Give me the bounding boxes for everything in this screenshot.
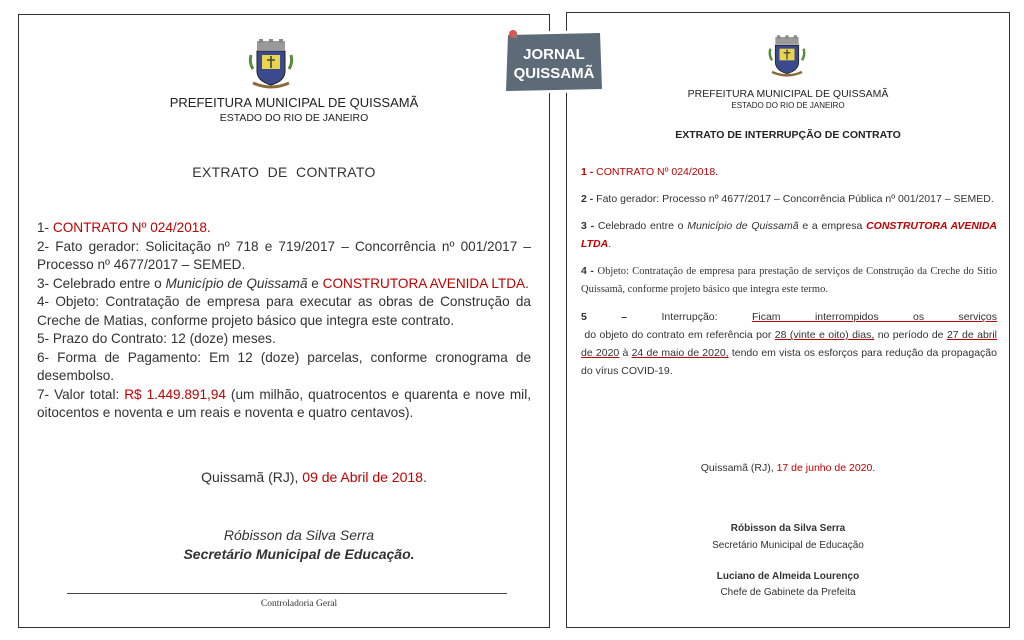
- footer-divider: [67, 593, 507, 594]
- item-5: 5 – Interrupção: Ficam interrompidos os serviços do objeto do contrato em referência por 28 (vinte e oito) dias, no período de 27 de abril de 2020 à 24 de maio de 2020, tendo em vista os esforços para redução da propagação do vírus COVID-19.: [581, 311, 998, 377]
- item-4: 4 - Objeto: Contratação de empresa para prestação de serviços de Construção da Creche do Sítio Quissamã, conforme projeto básico que integra este termo.: [581, 265, 997, 295]
- footer-text: Controladoria Geral: [260, 599, 338, 609]
- org-subtitle: ESTADO DO RIO DE JANEIRO: [731, 101, 845, 110]
- org-subtitle: ESTADO DO RIO DE JANEIRO: [219, 112, 369, 124]
- item-4: 4- Objeto: Contratação de empresa para executar as obras de Construção da Creche de Matias, conforme projeto básico que integra este contrato.: [37, 294, 531, 328]
- company-name: CONSTRUTORA AVENIDA LTDA: [581, 220, 997, 250]
- contract-items: [37, 219, 531, 423]
- contract-number: CONTRATO Nº 024/2018.: [596, 166, 719, 178]
- item-3: 3 - Celebrado entre o Município de Quissamã e a empresa CONSTRUTORA AVENIDA LTDA.: [581, 220, 997, 250]
- municipal-coat-of-arms-icon: [767, 35, 807, 79]
- item-2: 2- Fato gerador: Solicitação nº 718 e 719/2017 – Concorrência nº 001/2017 – Processo nº 4677/2017 – SEMED.: [37, 238, 531, 272]
- item-1: 1 - CONTRATO Nº 024/2018.: [581, 166, 719, 178]
- jornal-quissama-logo: [499, 26, 608, 98]
- org-title: PREFEITURA MUNICIPAL DE QUISSAMÃ: [169, 95, 419, 110]
- place-and-date: Quissamã (RJ), 17 de junho de 2020.: [700, 462, 876, 474]
- logo-line-2: QUISSAMÃ: [513, 65, 595, 82]
- contract-number: CONTRATO Nº 024/2018.: [52, 220, 211, 235]
- company-name: CONSTRUTORA AVENIDA LTDA: [322, 275, 526, 291]
- signer-2-name: Luciano de Almeida Lourenço: [716, 571, 860, 582]
- signer-1-name: Róbisson da Silva Serra: [730, 523, 846, 534]
- place-and-date: Quissamã (RJ), 09 de Abril de 2018.: [201, 469, 427, 485]
- item-6: 6- Forma de Pagamento: Em 12 (doze) parcelas, conforme cronograma de desembolso.: [37, 349, 531, 383]
- item-5: 5- Prazo do Contrato: 12 (doze) meses.: [37, 331, 276, 346]
- total-value: R$ 1.449.891,94: [124, 386, 226, 402]
- signer-role: Secretário Municipal de Educação.: [183, 546, 415, 562]
- interruption-extract-document: [566, 12, 1010, 628]
- signer-1-role: Secretário Municipal de Educação: [712, 540, 864, 551]
- item-1: 1- CONTRATO Nº 024/2018.: [37, 220, 211, 235]
- interruption-items: [581, 163, 997, 389]
- contract-extract-document: [18, 14, 550, 628]
- item-7: 7- Valor total: R$ 1.449.891,94 (um milhão, quatrocentos e quarenta e nove mil, oitocentos e noventa e um reais e noventa e quatro centavos).: [37, 386, 531, 420]
- logo-line-1: JORNAL: [523, 46, 585, 63]
- document-heading: EXTRATO DE CONTRATO: [192, 164, 376, 180]
- signer-name: Róbisson da Silva Serra: [223, 527, 375, 543]
- org-title: PREFEITURA MUNICIPAL DE QUISSAMÃ: [687, 88, 889, 100]
- item-3: 3- Celebrado entre o Município de Quissamã e CONSTRUTORA AVENIDA LTDA.: [37, 275, 529, 291]
- item-2: 2 - Fato gerador: Processo nº 4677/2017 – Concorrência Pública nº 001/2017 – SEMED.: [581, 193, 994, 205]
- municipal-coat-of-arms-icon: [247, 39, 295, 91]
- signer-2-role: Chefe de Gabinete da Prefeita: [720, 587, 856, 598]
- document-heading: EXTRATO DE INTERRUPÇÃO DE CONTRATO: [675, 129, 901, 141]
